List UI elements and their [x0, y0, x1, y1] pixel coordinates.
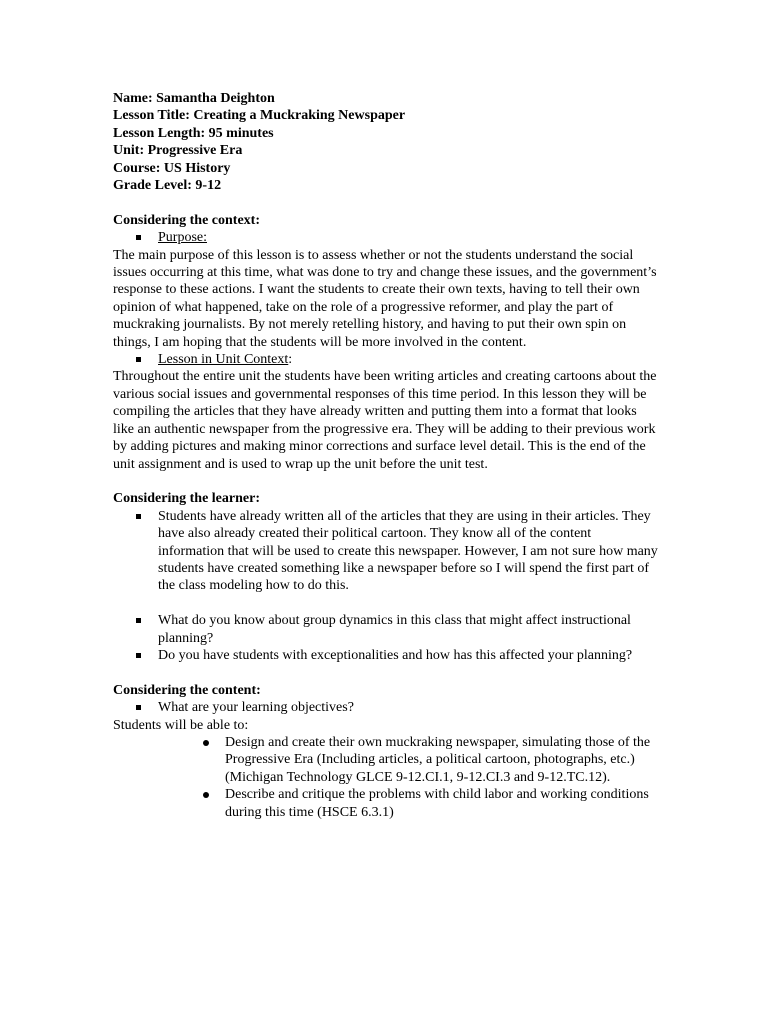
lesson-length: Lesson Length: 95 minutes	[113, 125, 274, 141]
objectives-intro: Students will be able to:	[113, 717, 249, 733]
objectives-question: What are your learning objectives?	[113, 699, 658, 716]
spacer	[113, 664, 658, 681]
course: Course: US History	[113, 160, 231, 176]
author-name: Name: Samantha Deighton	[113, 91, 275, 106]
content-section	[113, 682, 658, 821]
context-section	[113, 212, 658, 473]
lesson-title: Lesson Title: Creating a Muckraking Newspaper	[113, 108, 406, 124]
lesson-header	[113, 90, 658, 194]
document-content	[113, 90, 658, 821]
purpose-bullet	[113, 229, 658, 246]
learner-section	[113, 490, 658, 664]
content-question-list	[113, 699, 658, 716]
purpose-text: The main purpose of this lesson is to assess whether or not the students understand the social issues occurring at this time, what was done to try and change these issues, and the government’s response to these actions. I want the students to create their own texts, having to tell their own opinion of what happened, take on the role of a progressive reformer, and play the part of muckraking journalists. By not merely retelling history, and having to put their own spin on things, I am hoping that the students will be more involved in the content.	[113, 247, 657, 350]
purpose-list	[113, 229, 658, 246]
unit-context-colon: :	[288, 352, 293, 368]
objective-item: Design and create their own muckraking newspaper, simulating those of the Progressive Era (Including articles, a political cartoon, photographs, etc.) (Michigan Technology GLCE 9-12.CI.1, 9-12.CI.3 and 9-12.TC.12).	[113, 734, 658, 786]
content-heading: Considering the content:	[113, 682, 261, 698]
spacer	[113, 473, 658, 490]
objective-item: Describe and critique the problems with child labor and working conditions during this time (HSCE 6.3.1)	[113, 786, 658, 821]
grade-level: Grade Level: 9-12	[113, 178, 222, 194]
learner-list	[113, 508, 658, 595]
learner-item: What do you know about group dynamics in this class that might affect instructional planning?	[113, 612, 658, 647]
purpose-label: Purpose:	[158, 230, 207, 246]
learner-item: Students have already written all of the articles that they are using in their articles. They have also already created their political cartoon. They know all of the content information that will be used to create this newspaper. However, I am not sure how many students have created something like a newspaper before so I will spend the first part of the class modeling how to do this.	[113, 508, 658, 595]
unit-context-list	[113, 351, 658, 368]
objectives-list	[113, 734, 658, 821]
spacer	[113, 194, 658, 211]
context-heading: Considering the context:	[113, 212, 260, 228]
learner-heading: Considering the learner:	[113, 491, 260, 507]
learner-questions	[113, 612, 658, 664]
learner-item: Do you have students with exceptionalities and how has this affected your planning?	[113, 647, 658, 664]
unit: Unit: Progressive Era	[113, 143, 243, 159]
unit-context-text: Throughout the entire unit the students have been writing articles and creating cartoons about the various social issues and governmental responses of this time period. In this lesson they will be compiling the articles that they have already written and putting them into a format that looks like an authentic newspaper from the progressive era. They will be adding to their previous work by adding pictures and making minor corrections and surface level detail. This is the end of the unit assignment and is used to wrap up the unit before the unit test.	[113, 369, 657, 472]
unit-context-label: Lesson in Unit Context	[158, 352, 289, 368]
spacer	[113, 595, 658, 612]
unit-context-bullet	[113, 351, 658, 368]
